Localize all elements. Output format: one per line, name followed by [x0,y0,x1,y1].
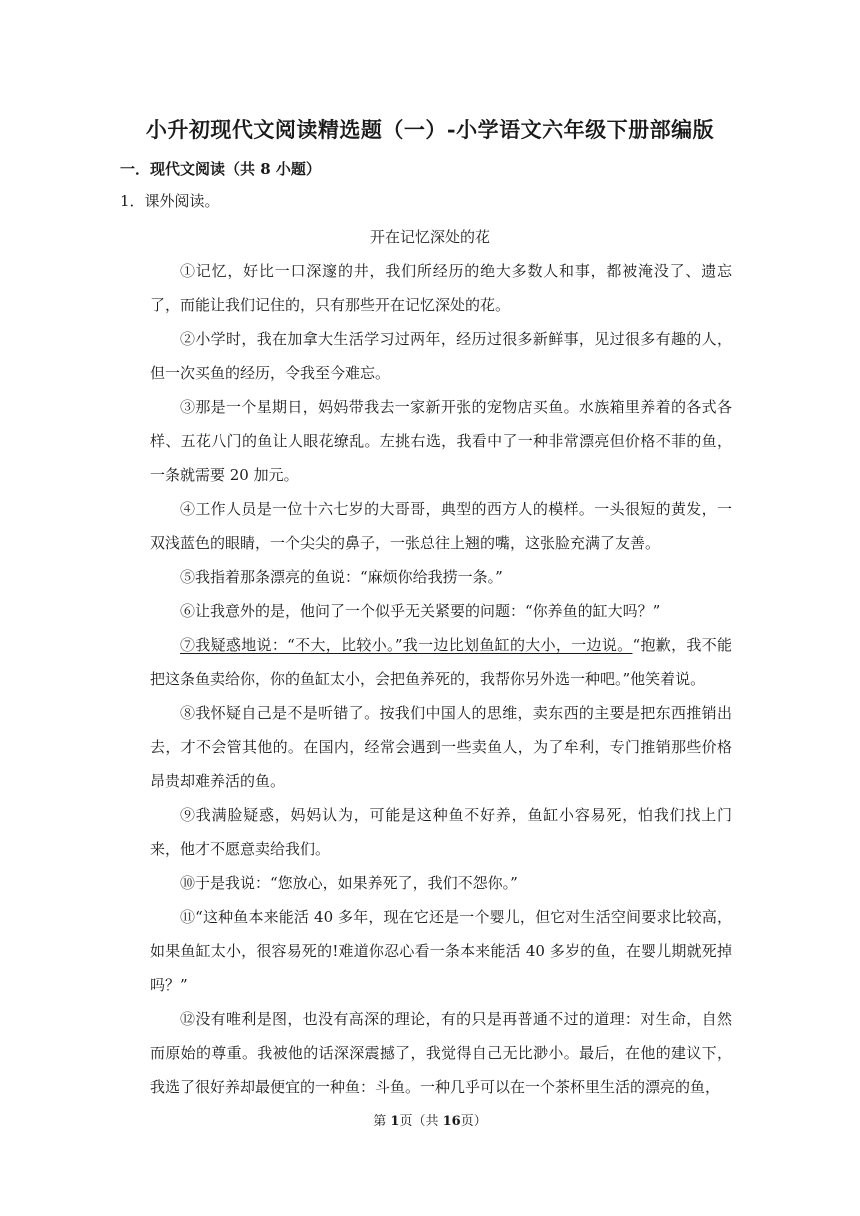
paragraph-3: ③那是一个星期日，妈妈带我去一家新开张的宠物店买鱼。水族箱里养着的各式各样、五花八门的鱼让人眼花缭乱。左挑右选，我看中了一种非常漂亮但价格不菲的鱼，一条就需要 20 加元。 [150,398,732,484]
paragraph-11: ⑪“这种鱼本来能活 40 多年，现在它还是一个婴儿，但它对生活空间要求比较高，如果鱼缸太小，很容易死的!难道你忍心看一条本来能活 40 多岁的鱼，在婴儿期就死掉吗？” [150,908,732,994]
paragraph-4: ④工作人员是一位十六七岁的大哥哥，典型的西方人的模样。一头很短的黄发，一双浅蓝色的眼睛，一个尖尖的鼻子，一张总往上翘的嘴，这张脸充满了友善。 [150,500,732,552]
paragraph-9: ⑨我满脸疑惑，妈妈认为，可能是这种鱼不好养，鱼缸小容易死，怕我们找上门来，他才不愿意卖给我们。 [150,806,732,858]
question-number: 1．课外阅读。 [120,192,220,210]
footer-suffix: 页） [460,1114,487,1129]
footer-total-pages: 16 [442,1114,461,1129]
paragraph-10: ⑩于是我说：“您放心，如果养死了，我们不怨你。” [180,874,518,892]
document-title: 小升初现代文阅读精选题（一）-小学语文六年级下册部编版 [145,117,715,142]
paragraph-1: ①记忆，好比一口深邃的井，我们所经历的绝大多数人和事，都被淹没了、遗忘了，而能让我们记住的，只有那些开在记忆深处的花。 [150,262,732,314]
footer-prefix: 第 [373,1114,391,1129]
paragraph-5: ⑤我指着那条漂亮的鱼说：“麻烦你给我捞一条。” [180,568,503,586]
paragraph-12: ⑫没有唯利是图，也没有高深的理论，有的只是再普通不过的道理：对生命，自然而原始的尊重。我被他的话深深震撼了，我觉得自己无比渺小。最后，在他的建议下，我选了很好养却最便宜的一种鱼：斗鱼。一种几乎可以在一个茶杯里生活的漂亮的鱼， [150,1010,732,1096]
paragraph-7 [150,628,732,696]
paragraph-7-rest: “抱歉，我不能把这条鱼卖给你，你的鱼缸太小，会把鱼养死的，我帮你另外选一种吧。”他笑着说。 [150,636,733,688]
page-footer [0,1110,860,1129]
footer-middle: 页（共 [399,1114,443,1129]
paragraph-8: ⑧我怀疑自己是不是听错了。按我们中国人的思维，卖东西的主要是把东西推销出去，才不会管其他的。在国内，经常会遇到一些卖鱼人，为了牟利，专门推销那些价格昂贵却难养活的鱼。 [150,704,732,790]
underlined-sentence: ⑦我疑惑地说：“不大，比较小。”我一边比划鱼缸的大小，一边说。 [180,636,633,654]
paragraph-6: ⑥让我意外的是，他问了一个似乎无关紧要的问题：“你养鱼的缸大吗？” [180,602,661,620]
paragraph-2: ②小学时，我在加拿大生活学习过两年，经历过很多新鲜事，见过很多有趣的人，但一次买鱼的经历，令我至今难忘。 [150,330,732,382]
footer-page-number: 1 [390,1114,400,1129]
section-heading: 一．现代文阅读（共 8 小题） [120,160,321,178]
passage-title: 开在记忆深处的花 [369,228,490,246]
passage-body [150,254,732,1104]
